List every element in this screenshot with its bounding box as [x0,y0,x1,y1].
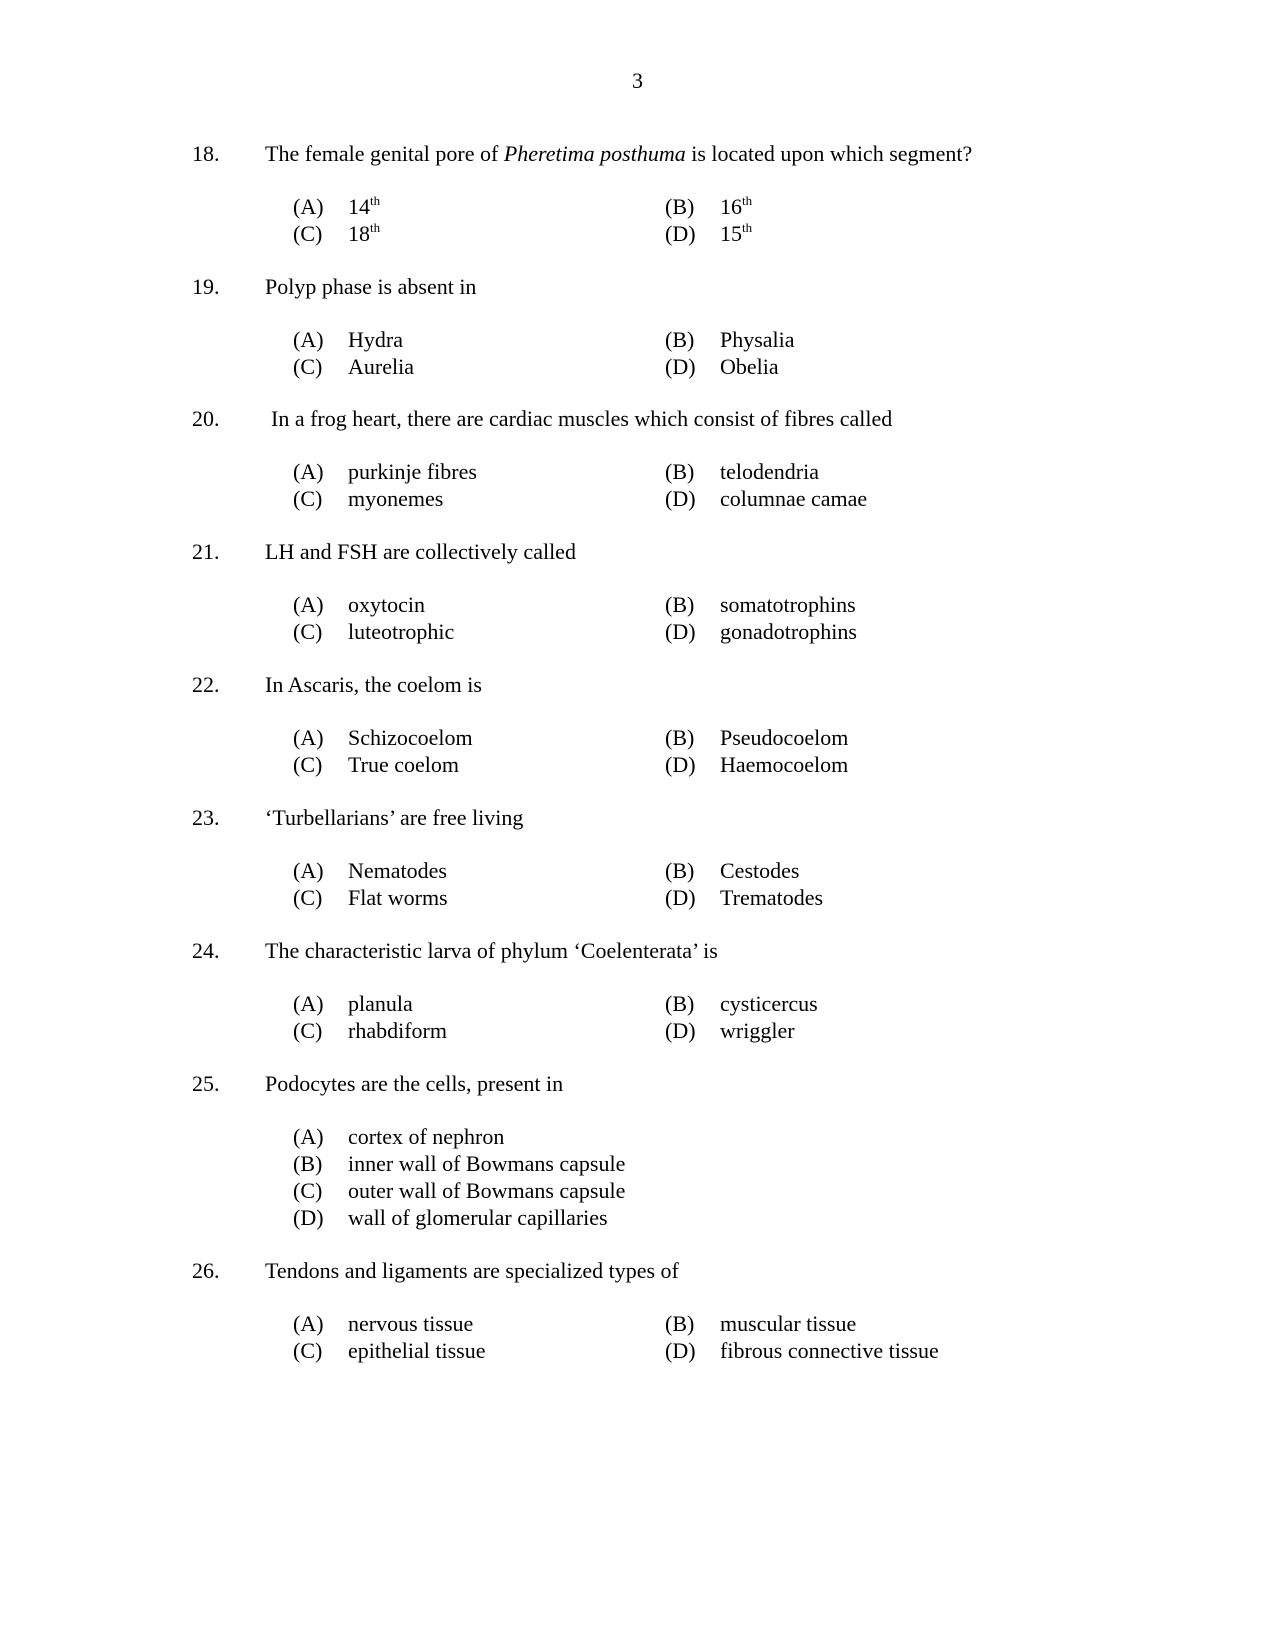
option-a: (A) Hydra [293,327,403,352]
option-d: (D) fibrous connective tissue [665,1338,939,1363]
question-text: In Ascaris, the coelom is [265,672,482,697]
option-c: (C) myonemes [293,486,444,511]
question-text: Podocytes are the cells, present in [265,1071,564,1096]
option-d: (D) 15th [665,220,753,246]
question-number: 24. [192,938,220,963]
question-number: 21. [192,539,220,564]
options-two-column [0,458,1275,512]
option-b: (B) inner wall of Bowmans capsule [293,1151,626,1176]
option-d: (D) columnae camae [665,486,868,511]
page-number: 3 [632,68,643,93]
question-25 [0,1069,1275,1231]
option-a: (A) 14th [293,193,381,219]
question-number: 18. [192,141,220,166]
question-text: The female genital pore of Pheretima posthuma is located upon which segment? [265,141,973,166]
question-24 [0,936,1275,1044]
options-two-column [0,724,1275,778]
question-number: 22. [192,672,220,697]
question-21 [0,537,1275,645]
question-text: Polyp phase is absent in [265,274,477,299]
option-d: (D) wall of glomerular capillaries [293,1205,608,1230]
question-text: Tendons and ligaments are specialized types of [265,1258,679,1283]
options-two-column [0,857,1275,911]
question-18 [0,139,1275,247]
option-d: (D) gonadotrophins [665,619,857,644]
option-c: (C) Flat worms [293,885,448,910]
option-d: (D) Trematodes [665,885,824,910]
option-b: (B) cysticercus [665,991,818,1016]
question-number: 26. [192,1258,220,1283]
options-two-column [0,990,1275,1044]
option-c: (C) Aurelia [293,354,414,379]
question-number: 19. [192,274,220,299]
option-a: (A) Nematodes [293,858,447,883]
option-c: (C) luteotrophic [293,619,455,644]
option-a: (A) Schizocoelom [293,725,473,750]
option-b: (B) Pseudocoelom [665,725,849,750]
options-two-column [0,193,1275,247]
option-a: (A) planula [293,991,413,1016]
question-number: 20. [192,406,220,431]
question-text: The characteristic larva of phylum ‘Coelenterata’ is [265,938,718,963]
option-b: (B) Physalia [665,327,795,352]
question-text: ‘Turbellarians’ are free living [265,805,524,830]
option-b: (B) Cestodes [665,858,800,883]
question-text: LH and FSH are collectively called [265,539,576,564]
question-19 [0,272,1275,380]
option-b: (B) 16th [665,193,753,219]
option-b: (B) somatotrophins [665,592,856,617]
option-c: (C) 18th [293,220,381,246]
question-number: 25. [192,1071,220,1096]
option-c: (C) True coelom [293,752,460,777]
options-two-column [0,591,1275,645]
question-23 [0,803,1275,911]
option-a: (A) cortex of nephron [293,1124,505,1149]
options-single-column [0,1123,1275,1231]
option-c: (C) rhabdiform [293,1018,447,1043]
option-d: (D) Haemocoelom [665,752,849,777]
question-22 [0,670,1275,778]
option-d: (D) Obelia [665,354,779,379]
option-a: (A) oxytocin [293,592,425,617]
options-two-column [0,1310,1275,1364]
option-d: (D) wriggler [665,1018,795,1043]
option-a: (A) purkinje fibres [293,459,477,484]
option-c: (C) epithelial tissue [293,1338,486,1363]
option-a: (A) nervous tissue [293,1311,474,1336]
question-20 [0,404,1275,512]
option-b: (B) telodendria [665,459,819,484]
options-two-column [0,326,1275,380]
option-c: (C) outer wall of Bowmans capsule [293,1178,626,1203]
option-b: (B) muscular tissue [665,1311,857,1336]
question-26 [0,1256,1275,1364]
question-number: 23. [192,805,220,830]
question-text: In a frog heart, there are cardiac muscles which consist of fibres called [271,406,893,431]
